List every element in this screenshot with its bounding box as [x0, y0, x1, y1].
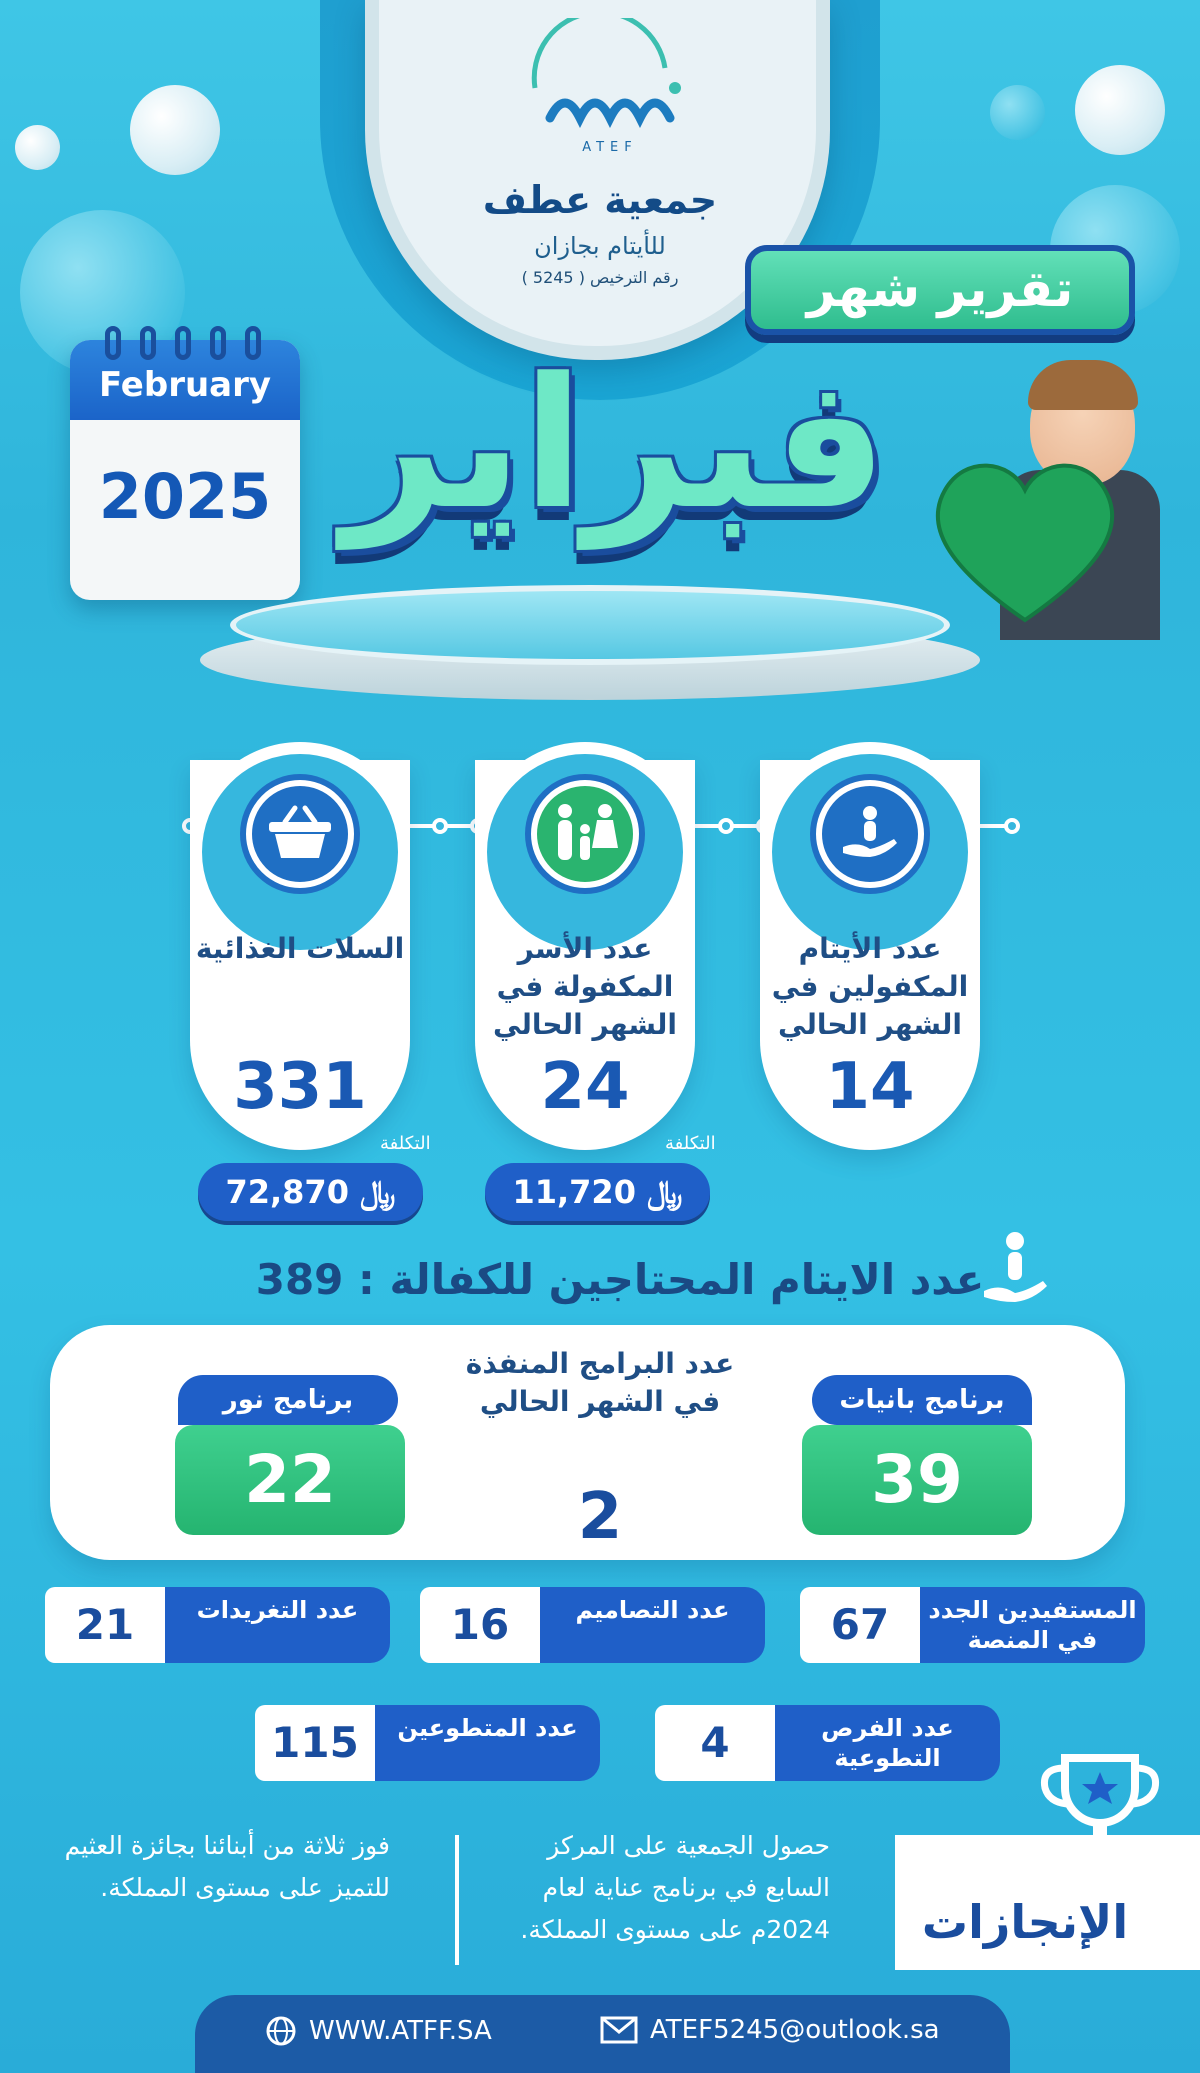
- achievements-title: الإنجازات: [921, 1895, 1129, 1949]
- bubble-decoration: [15, 125, 60, 170]
- bubble-decoration: [990, 85, 1045, 140]
- food-basket-icon: [246, 780, 354, 888]
- heart-icon: [925, 455, 1125, 625]
- stat-volunteers: [255, 1705, 600, 1781]
- card-value: 24: [540, 1050, 630, 1124]
- bubble-decoration: [130, 85, 220, 175]
- program-tag-baniyat: برنامج بانيات: [812, 1375, 1032, 1425]
- stat-label: عدد التصاميم: [540, 1587, 765, 1663]
- cost-value-pill: 11,720 ﷼: [485, 1163, 710, 1221]
- card-label: السلات الغذائية: [195, 932, 405, 965]
- caring-hand-icon: [980, 1225, 1050, 1315]
- email-text[interactable]: ATEF5245@outlook.sa: [650, 2015, 940, 2045]
- card-value: 331: [233, 1050, 367, 1124]
- stat-value: 115: [255, 1705, 375, 1781]
- needy-orphans-count: عدد الايتام المحتاجين للكفالة : 389: [255, 1255, 985, 1304]
- calendar-ring-icon: [140, 326, 156, 360]
- globe-icon: [265, 2015, 297, 2047]
- calendar-month: February: [70, 340, 300, 420]
- achievement-item: حصول الجمعية على المركز السابع في برنامج عناية لعام 2024م على مستوى المملكة.: [520, 1831, 830, 1944]
- achievement-item: فوز ثلاثة من أبنائنا بجائزة العثيم للتميز على مستوى المملكة.: [64, 1831, 390, 1902]
- connector-dot: [718, 818, 734, 834]
- organization-name: جمعية عطف: [482, 178, 718, 222]
- family-icon: [531, 780, 639, 888]
- stat-label: عدد المتطوعين: [375, 1705, 600, 1781]
- program-tag-noor: برنامج نور: [178, 1375, 398, 1425]
- footer-email[interactable]: [600, 2015, 940, 2045]
- stat-designs: [420, 1587, 765, 1663]
- connector-dot: [1004, 818, 1020, 834]
- card-label: عدد الأيتام المكفولين في الشهر الحالي: [771, 932, 969, 1041]
- card-value: 14: [825, 1050, 915, 1124]
- stat-new-beneficiaries: [800, 1587, 1145, 1663]
- stat-label: المستفيدين الجدد في المنصة: [920, 1587, 1145, 1663]
- stat-value: 21: [45, 1587, 165, 1663]
- trophy-icon: [1035, 1750, 1165, 1870]
- stat-label: عدد التغريدات: [165, 1587, 390, 1663]
- program-value-noor: 22: [175, 1425, 405, 1535]
- cost-label: التكلفة: [380, 1133, 431, 1154]
- footer-website[interactable]: [265, 2015, 492, 2047]
- calendar-ring-icon: [105, 326, 121, 360]
- license-number: رقم الترخيص ( 5245 ): [521, 268, 679, 287]
- stat-label: عدد الفرص التطوعية: [775, 1705, 1000, 1781]
- stat-value: 16: [420, 1587, 540, 1663]
- bubble-decoration: [1075, 65, 1165, 155]
- stat-value: 4: [655, 1705, 775, 1781]
- card-label: عدد الأسر المكفولة في الشهر الحالي: [493, 932, 677, 1041]
- logo-mark-icon: [495, 18, 725, 148]
- logo-english-name: ATEF: [582, 140, 638, 155]
- stat-tweets: [45, 1587, 390, 1663]
- caring-hand-icon: [816, 780, 924, 888]
- programs-count-value: 2: [577, 1480, 623, 1554]
- calendar-badge: [70, 340, 300, 600]
- report-month-label: تقرير شهر: [745, 245, 1135, 335]
- stat-volunteer-opportunities: [655, 1705, 1000, 1781]
- calendar-ring-icon: [245, 326, 261, 360]
- mail-icon: [600, 2016, 638, 2044]
- month-title: فبراير: [342, 340, 888, 549]
- podium-top: [230, 585, 950, 665]
- website-text[interactable]: WWW.ATFF.SA: [309, 2016, 492, 2046]
- cost-label: التكلفة: [665, 1133, 716, 1154]
- organization-subtitle: للأيتام بجازان: [534, 232, 666, 260]
- connector-dot: [432, 818, 448, 834]
- calendar-ring-icon: [210, 326, 226, 360]
- calendar-ring-icon: [175, 326, 191, 360]
- child-photo-hair: [1028, 360, 1138, 410]
- program-value-baniyat: 39: [802, 1425, 1032, 1535]
- stat-value: 67: [800, 1587, 920, 1663]
- cost-value-pill: 72,870 ﷼: [198, 1163, 423, 1221]
- programs-count-label: عدد البرامج المنفذة في الشهر الحالي: [465, 1347, 735, 1418]
- calendar-year: 2025: [98, 460, 272, 533]
- achievements-divider: [455, 1835, 459, 1965]
